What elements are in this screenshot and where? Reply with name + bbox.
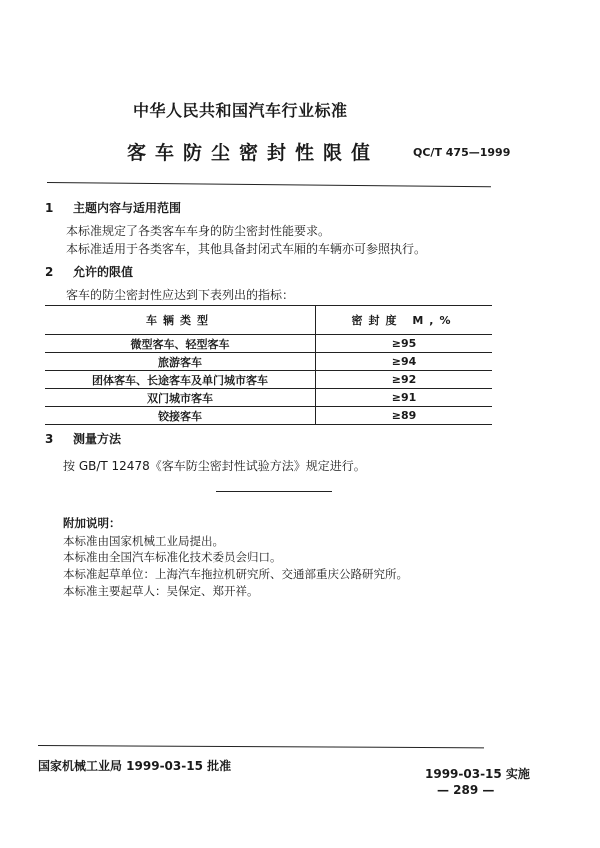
table-header-row <box>45 306 492 335</box>
table-row <box>45 389 492 407</box>
note-line: 本标准起草单位：上海汽车拖拉机研究所、交通部重庆公路研究所。 <box>63 567 408 581</box>
header-divider <box>47 182 491 187</box>
note-line: 本标准由国家机械工业局提出。 <box>63 534 224 548</box>
section-title: 主题内容与适用范围 <box>73 201 182 215</box>
section-2-heading <box>45 263 133 280</box>
vehicle-type-cell: 铰接客车 <box>45 407 316 425</box>
implementation-date: 1999-03-15 实施 <box>425 767 530 781</box>
header-vehicle-type: 车辆类型 <box>45 306 316 335</box>
footer-divider <box>38 745 484 748</box>
table-row <box>45 371 492 389</box>
vehicle-type-cell: 双门城市客车 <box>45 389 316 407</box>
table-row <box>45 407 492 425</box>
note-line: 本标准由全国汽车标准化技术委员会归口。 <box>63 550 282 564</box>
approval-info: 国家机械工业局 1999-03-15 批准 <box>38 759 232 773</box>
section-number: 2 <box>45 265 54 279</box>
limits-table <box>45 305 492 425</box>
sealing-value-cell: ≥92 <box>316 371 493 389</box>
section-1-paragraph-1: 本标准规定了各类客车车身的防尘密封性能要求。 <box>66 224 331 238</box>
section-number: 1 <box>45 201 54 215</box>
table-row <box>45 353 492 371</box>
section-1-paragraph-2: 本标准适用于各类客车，其他具备封闭式车厢的车辆亦可参照执行。 <box>66 242 427 256</box>
document-title: 客车防尘密封性限值 <box>127 142 380 164</box>
header-sealing-degree: 密封度 M,% <box>316 306 493 335</box>
section-title: 测量方法 <box>73 432 122 446</box>
notes-title: 附加说明： <box>63 516 121 530</box>
sealing-value-cell: ≥95 <box>316 335 493 353</box>
vehicle-type-cell: 团体客车、长途客车及单门城市客车 <box>45 371 316 389</box>
section-title: 允许的限值 <box>73 265 134 279</box>
vehicle-type-cell: 旅游客车 <box>45 353 316 371</box>
standard-code: QC/T 475—1999 <box>413 146 511 159</box>
section-2-paragraph-1: 客车的防尘密封性应达到下表列出的指标： <box>66 288 295 302</box>
sealing-value-cell: ≥91 <box>316 389 493 407</box>
end-of-text-rule <box>216 491 332 492</box>
org-title: 中华人民共和国汽车行业标准 <box>133 101 348 120</box>
page-number: — 289 — <box>437 783 495 797</box>
vehicle-type-cell: 微型客车、轻型客车 <box>45 335 316 353</box>
sealing-value-cell: ≥94 <box>316 353 493 371</box>
sealing-value-cell: ≥89 <box>316 407 493 425</box>
section-1-heading <box>45 199 181 216</box>
table-row <box>45 335 492 353</box>
section-3-heading <box>45 430 121 447</box>
section-number: 3 <box>45 432 54 446</box>
note-line: 本标准主要起草人：吴保定、郑开祥。 <box>63 584 259 598</box>
section-3-paragraph-1: 按 GB/T 12478《客车防尘密封性试验方法》规定进行。 <box>63 459 366 473</box>
